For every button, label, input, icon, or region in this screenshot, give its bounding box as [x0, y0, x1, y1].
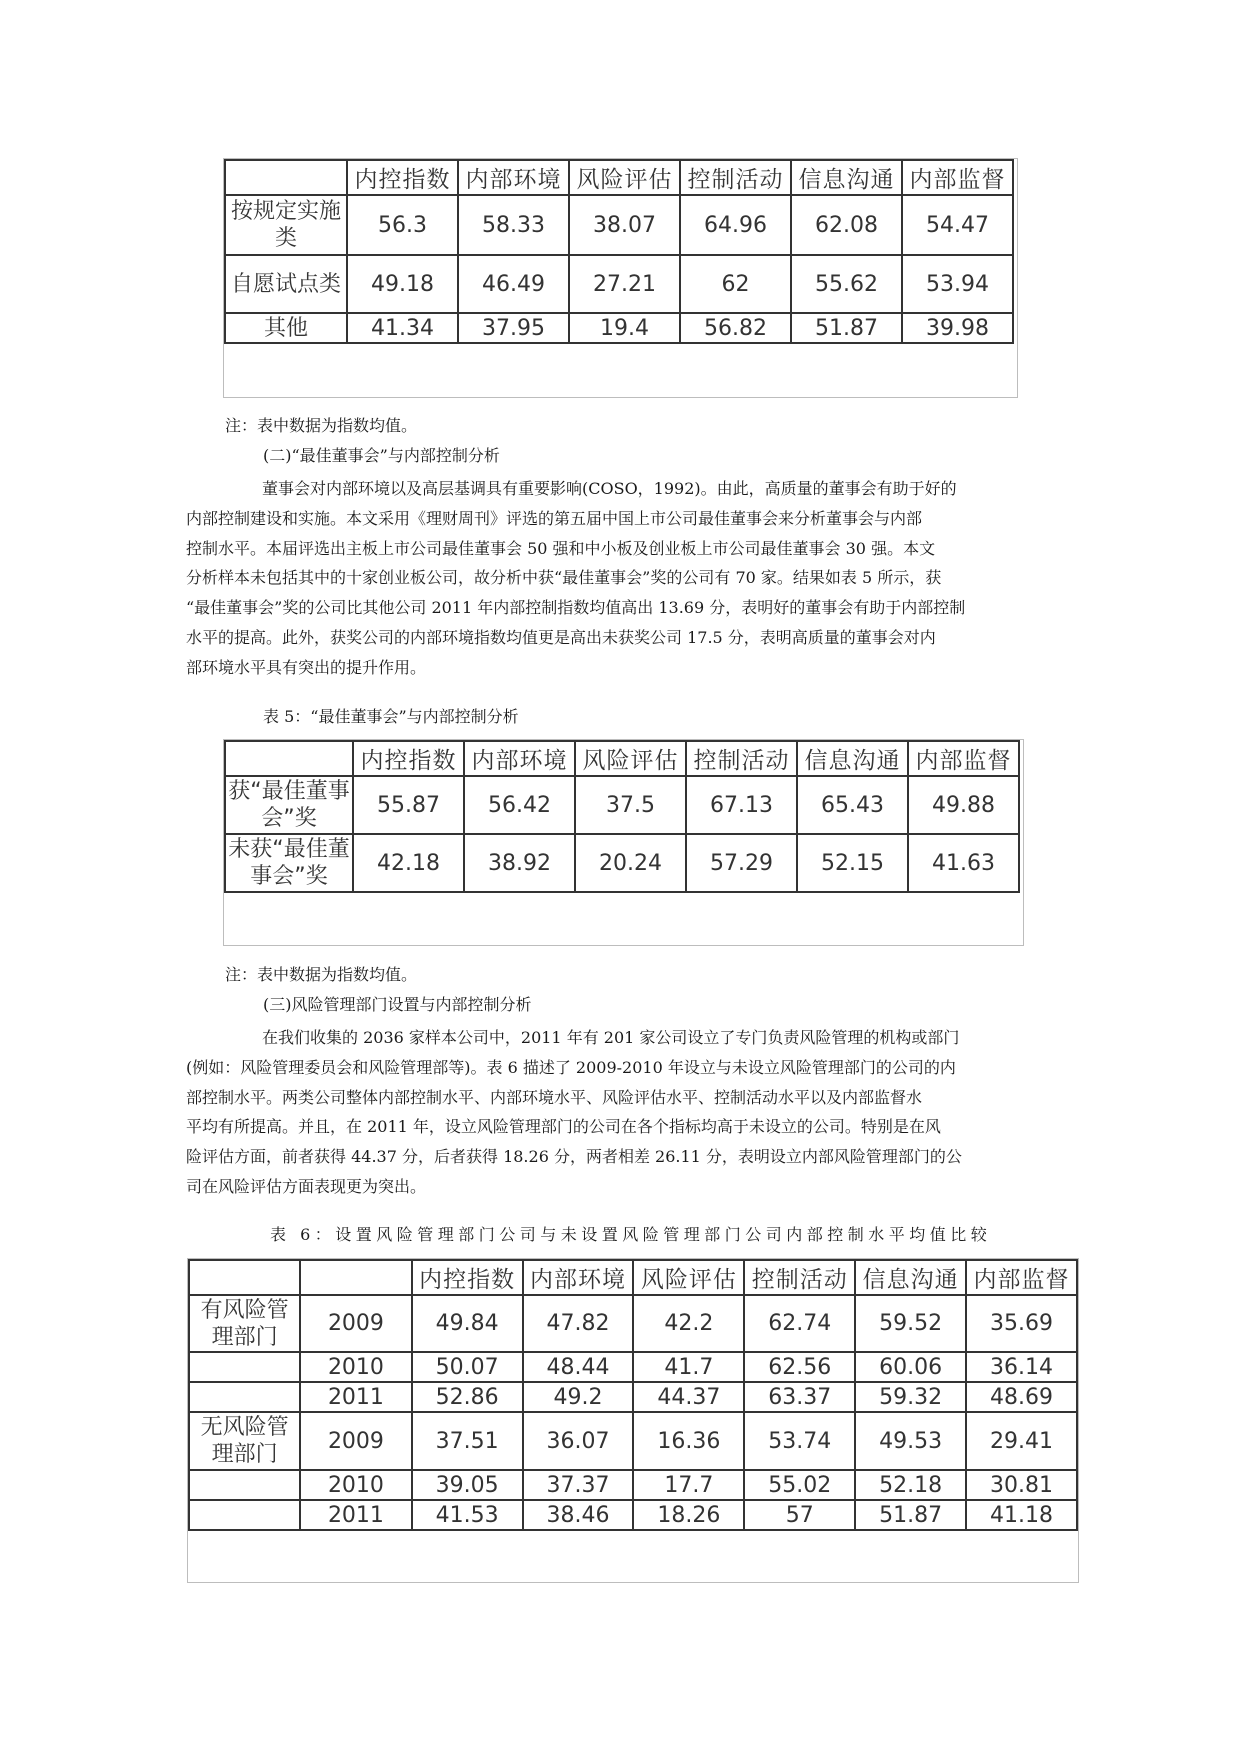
paragraph-line: 部环境水平具有突出的提升作用。 [186, 657, 427, 677]
table6-cell: 30.81 [966, 1470, 1077, 1500]
table6-title: 表 6：设置风险管理部门公司与未设置风险管理部门公司内部控制水平均值比较 [270, 1225, 992, 1244]
table5-cell: 67.13 [686, 776, 797, 834]
paragraph-line: 内部控制建设和实施。本文采用《理财周刊》评选的第五届中国上市公司最佳董事会来分析董事会与内部 [186, 508, 923, 528]
table5-cell: 56.42 [464, 776, 575, 834]
table6-cell: 47.82 [523, 1295, 634, 1352]
table6-cell: 48.69 [966, 1382, 1077, 1412]
table6-cell: 60.06 [855, 1352, 966, 1382]
table5 [224, 740, 1020, 893]
paragraph-line: 董事会对内部环境以及高层基调具有重要影响(COSO，1992)。由此，高质量的董事会有助于好的 [262, 479, 957, 498]
table6-cell: 16.36 [633, 1412, 744, 1470]
table6-cell: 49.84 [412, 1295, 523, 1352]
table6-year: 2010 [300, 1352, 412, 1382]
table6-cell: 42.2 [633, 1295, 744, 1352]
paragraph-line: 险评估方面，前者获得 44.37 分，后者获得 18.26 分，两者相差 26.11 分，表明设立内部风险管理部门的公 [186, 1147, 962, 1167]
table5-col-header: 控制活动 [686, 741, 797, 776]
table6-year: 2011 [300, 1500, 412, 1530]
table5-col-header: 信息沟通 [797, 741, 908, 776]
table4-cell: 54.47 [902, 195, 1013, 255]
table6-cell: 62.56 [744, 1352, 855, 1382]
table6-cell: 44.37 [633, 1382, 744, 1412]
table6-group-label [189, 1352, 300, 1382]
table6-header-row [189, 1260, 1077, 1295]
table4-note: 注：表中数据为指数均值。 [225, 416, 418, 435]
table4-cell: 56.82 [680, 313, 791, 343]
table-row [189, 1352, 1077, 1382]
table6-cell: 55.02 [744, 1470, 855, 1500]
table4-row-label: 自愿试点类 [225, 255, 347, 313]
table4-frame [223, 158, 1018, 398]
section3-paragraph [186, 1023, 1046, 1202]
table5-note: 注：表中数据为指数均值。 [225, 965, 418, 984]
table4-cell: 56.3 [347, 195, 458, 255]
table6-cell: 63.37 [744, 1382, 855, 1412]
table4-cell: 27.21 [569, 255, 680, 313]
table6-col-header: 内部监督 [966, 1260, 1077, 1295]
section2-paragraph [186, 474, 1046, 683]
table6-cell: 49.53 [855, 1412, 966, 1470]
paragraph-line: 司在风险评估方面表现更为突出。 [186, 1176, 427, 1196]
table6-year-header [300, 1260, 412, 1295]
table6-cell: 41.53 [412, 1500, 523, 1530]
table6-cell: 36.07 [523, 1412, 634, 1470]
table6-cell: 49.2 [523, 1382, 634, 1412]
table6-cell: 36.14 [966, 1352, 1077, 1382]
table6-cell: 57 [744, 1500, 855, 1530]
table4-cell: 62.08 [791, 195, 902, 255]
table6-group-label [189, 1500, 300, 1530]
table6-corner-cell [189, 1260, 300, 1295]
table-row [225, 776, 1019, 834]
table5-cell: 65.43 [797, 776, 908, 834]
table5-title: 表 5：“最佳董事会”与内部控制分析 [263, 707, 519, 726]
section2-heading: (二)“最佳董事会”与内部控制分析 [263, 446, 500, 465]
table6-cell: 39.05 [412, 1470, 523, 1500]
table6-cell: 51.87 [855, 1500, 966, 1530]
table6-cell: 17.7 [633, 1470, 744, 1500]
table6-cell: 38.46 [523, 1500, 634, 1530]
table6-cell: 37.51 [412, 1412, 523, 1470]
table4-cell: 55.62 [791, 255, 902, 313]
table4-cell: 53.94 [902, 255, 1013, 313]
table-row [225, 313, 1013, 343]
paragraph-line: 在我们收集的 2036 家样本公司中，2011 年有 201 家公司设立了专门负责风险管理的机构或部门 [262, 1028, 960, 1047]
table4-cell: 51.87 [791, 313, 902, 343]
table6-cell: 53.74 [744, 1412, 855, 1470]
paragraph-line: 水平的提高。此外，获奖公司的内部环境指数均值更是高出未获奖公司 17.5 分，表明高质量的董事会对内 [186, 627, 936, 647]
table4-cell: 46.49 [458, 255, 569, 313]
table4-cell: 41.34 [347, 313, 458, 343]
table6-col-header: 风险评估 [633, 1260, 744, 1295]
table6-year: 2011 [300, 1382, 412, 1412]
table6-year: 2009 [300, 1412, 412, 1470]
table6-group-label [189, 1470, 300, 1500]
table-row [225, 834, 1019, 892]
table4-row-label: 其他 [225, 313, 347, 343]
table6-cell: 52.86 [412, 1382, 523, 1412]
table6-col-header: 内部环境 [523, 1260, 634, 1295]
paragraph-line: 分析样本未包括其中的十家创业板公司，故分析中获“最佳董事会”奖的公司有 70 家。结果如表 5 所示，获 [186, 568, 942, 588]
table4-cell: 37.95 [458, 313, 569, 343]
table6 [188, 1259, 1078, 1531]
paragraph-line: “最佳董事会”奖的公司比其他公司 2011 年内部控制指数均值高出 13.69 分，表明好的董事会有助于内部控制 [186, 598, 966, 618]
table5-corner-cell [225, 741, 353, 776]
table4-cell: 58.33 [458, 195, 569, 255]
table-row [189, 1500, 1077, 1530]
table4-col-header: 内部监督 [902, 160, 1013, 195]
table6-cell: 59.32 [855, 1382, 966, 1412]
table5-cell: 37.5 [575, 776, 686, 834]
table4-header-row [225, 160, 1013, 195]
table6-col-header: 信息沟通 [855, 1260, 966, 1295]
table6-cell: 41.7 [633, 1352, 744, 1382]
table4-cell: 49.18 [347, 255, 458, 313]
table6-cell: 52.18 [855, 1470, 966, 1500]
table6-group-label: 有风险管理部门 [189, 1295, 300, 1352]
table4-col-header: 风险评估 [569, 160, 680, 195]
table6-cell: 50.07 [412, 1352, 523, 1382]
paragraph-line: (例如：风险管理委员会和风险管理部等)。表 6 描述了 2009-2010 年设立与未设立风险管理部门的公司的内 [186, 1057, 956, 1077]
table6-col-header: 控制活动 [744, 1260, 855, 1295]
paragraph-line: 部控制水平。两类公司整体内部控制水平、内部环境水平、风险评估水平、控制活动水平以及内部监督水 [186, 1087, 923, 1107]
table-row [189, 1382, 1077, 1412]
table6-year: 2009 [300, 1295, 412, 1352]
table5-cell: 41.63 [908, 834, 1019, 892]
table6-cell: 37.37 [523, 1470, 634, 1500]
table4-row-label: 按规定实施类 [225, 195, 347, 255]
table6-cell: 35.69 [966, 1295, 1077, 1352]
table-row [189, 1295, 1077, 1352]
table5-col-header: 内部监督 [908, 741, 1019, 776]
table6-col-header: 内控指数 [412, 1260, 523, 1295]
section3-heading: (三)风险管理部门设置与内部控制分析 [263, 995, 532, 1014]
table-row [225, 255, 1013, 313]
table6-cell: 29.41 [966, 1412, 1077, 1470]
paragraph-line: 控制水平。本届评选出主板上市公司最佳董事会 50 强和中小板及创业板上市公司最佳董事会 30 强。本文 [186, 538, 936, 558]
table6-year: 2010 [300, 1470, 412, 1500]
table5-header-row [225, 741, 1019, 776]
table-row [189, 1412, 1077, 1470]
table-row [189, 1470, 1077, 1500]
table4-col-header: 内控指数 [347, 160, 458, 195]
table6-frame [187, 1258, 1079, 1583]
table5-col-header: 内控指数 [353, 741, 464, 776]
table4-col-header: 内部环境 [458, 160, 569, 195]
table5-cell: 20.24 [575, 834, 686, 892]
table5-col-header: 内部环境 [464, 741, 575, 776]
table5-frame [223, 739, 1024, 946]
table5-cell: 52.15 [797, 834, 908, 892]
table4 [224, 159, 1014, 344]
table4-cell: 39.98 [902, 313, 1013, 343]
table6-cell: 62.74 [744, 1295, 855, 1352]
table4-col-header: 控制活动 [680, 160, 791, 195]
table6-group-label: 无风险管理部门 [189, 1412, 300, 1470]
table4-col-header: 信息沟通 [791, 160, 902, 195]
table5-cell: 42.18 [353, 834, 464, 892]
table4-cell: 19.4 [569, 313, 680, 343]
table6-group-label [189, 1382, 300, 1412]
table5-cell: 49.88 [908, 776, 1019, 834]
table6-cell: 48.44 [523, 1352, 634, 1382]
table4-cell: 38.07 [569, 195, 680, 255]
table4-cell: 64.96 [680, 195, 791, 255]
table5-col-header: 风险评估 [575, 741, 686, 776]
table6-cell: 41.18 [966, 1500, 1077, 1530]
table5-cell: 55.87 [353, 776, 464, 834]
table-row [225, 195, 1013, 255]
table5-row-label: 未获“最佳董事会”奖 [225, 834, 353, 892]
table5-row-label: 获“最佳董事会”奖 [225, 776, 353, 834]
table6-cell: 59.52 [855, 1295, 966, 1352]
table4-cell: 62 [680, 255, 791, 313]
table5-cell: 38.92 [464, 834, 575, 892]
table4-corner-cell [225, 160, 347, 195]
table5-cell: 57.29 [686, 834, 797, 892]
paragraph-line: 平均有所提高。并且，在 2011 年，设立风险管理部门的公司在各个指标均高于未设立的公司。特别是在风 [186, 1117, 941, 1137]
table6-cell: 18.26 [633, 1500, 744, 1530]
